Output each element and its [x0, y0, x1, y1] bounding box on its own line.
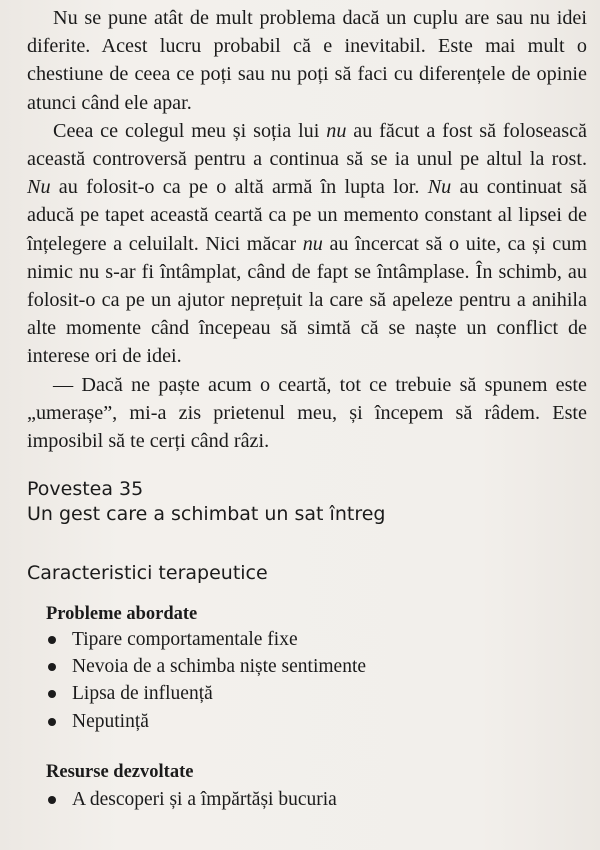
- bullet-icon: [48, 690, 56, 698]
- text-run: au continuat să aducă pe tapet această ceartă ca pe un memento constant al lipsei de înțelegere a celuilalt. Nici măcar: [27, 176, 587, 255]
- resources-title: Resurse dezvoltate: [46, 762, 194, 782]
- emphasis-nu: nu: [302, 232, 323, 255]
- emphasis-nu: Nu: [427, 176, 452, 199]
- list-item: [46, 653, 366, 680]
- emphasis-nu: nu: [326, 119, 347, 142]
- problems-title: Probleme abordate: [46, 604, 198, 624]
- list-item: [46, 708, 366, 735]
- problems-list: [46, 626, 366, 735]
- bullet-icon: [48, 636, 56, 644]
- paragraph-2: [27, 117, 587, 371]
- text-run: au făcut a fost să folosească această controversă pentru a continua să se ia unul pe altul la rost.: [27, 119, 587, 171]
- section-heading: Caracteristici terapeutice: [27, 562, 268, 584]
- story-number: Povestea 35: [27, 478, 144, 500]
- resources-list: [46, 786, 337, 813]
- list-item: [46, 626, 366, 653]
- paragraph-3: — Dacă ne paște acum o ceartă, tot ce trebuie să spunem este „umerașe”, mi-a zis prietenul meu, și începem să râdem. Este imposibil să te cerți când râzi.: [27, 373, 587, 453]
- list-item-text: Neputință: [72, 710, 149, 732]
- story-title: Un gest care a schimbat un sat întreg: [27, 503, 386, 525]
- bullet-icon: [48, 663, 56, 671]
- bullet-icon: [48, 718, 56, 726]
- body-text: [27, 4, 587, 455]
- paragraph-1: Nu se pune atât de mult problema dacă un cuplu are sau nu idei diferite. Acest lucru probabil că e inevitabil. Este mai mult o chestiune de ceea ce poți sau nu poți să faci cu diferențele de opinie atunci când ele apar.: [27, 7, 587, 114]
- list-item-text: Nevoia de a schimba niște sentimente: [72, 656, 367, 678]
- list-item-text: A descoperi și a împărtăși bucuria: [72, 789, 337, 810]
- list-item-text: Tipare comportamentale fixe: [72, 629, 298, 650]
- list-item: [46, 680, 366, 707]
- list-item: [46, 786, 337, 813]
- text-run: Ceea ce colegul meu și soția lui: [53, 119, 327, 142]
- list-item-text: Lipsa de influență: [72, 683, 213, 705]
- text-run: au încercat să o uite, ca și cum nimic nu s-ar fi întâmplat, când de fapt se întâmplase. În schimb, au folosit-o ca pe un ajutor neprețuit la care să apeleze pentru a anihila alte momente când începeau să simtă că se naște un conflict de interese ori de idei.: [27, 232, 587, 368]
- text-run: au folosit-o ca pe o altă armă în lupta lor.: [50, 176, 428, 199]
- bullet-icon: [48, 796, 56, 804]
- emphasis-nu: Nu: [27, 176, 51, 199]
